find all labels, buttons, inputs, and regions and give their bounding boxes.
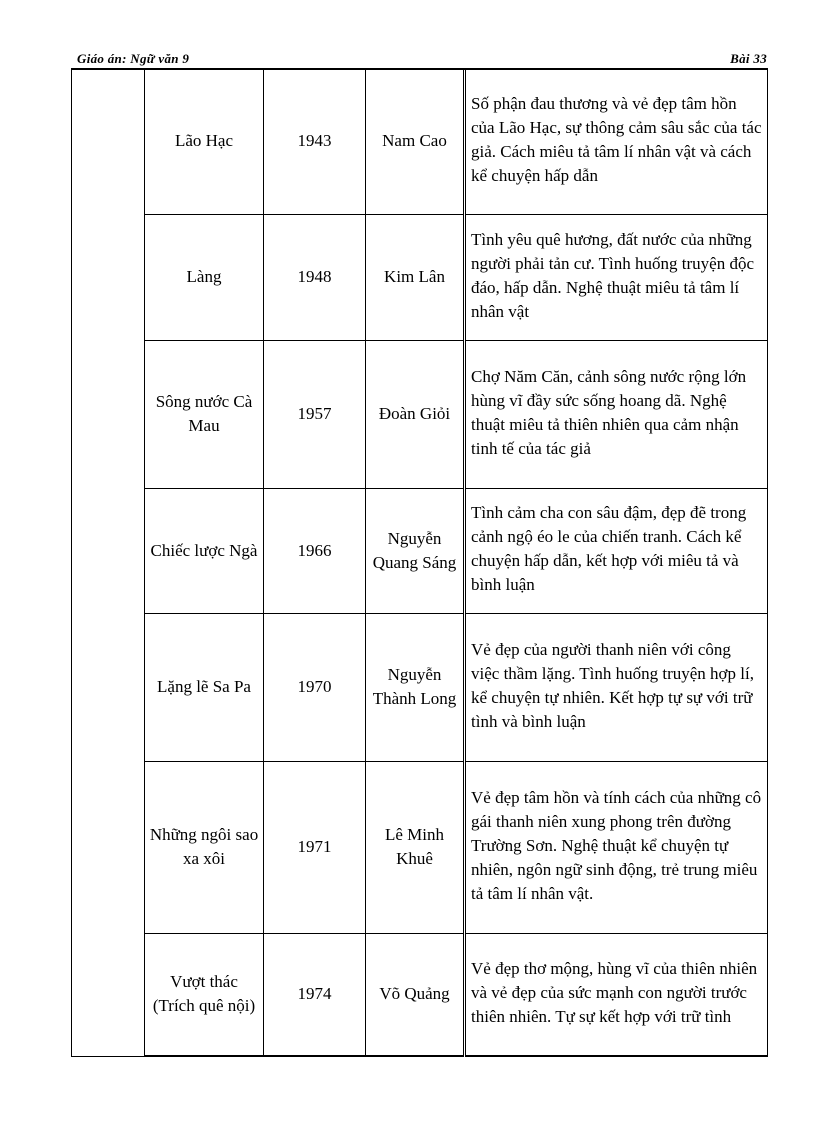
work-content-text: Vẻ đẹp của người thanh niên với công việc thầm lặng. Tình huống truyện hợp lí, kể chuyện tự nhiên. Kết hợp tự sự với trữ tình và bình luận (471, 639, 754, 731)
work-content-text: Số phận đau thương và vẻ đẹp tâm hồn của Lão Hạc, sự thông cảm sâu sắc của tác giả. Cách miêu tả tâm lí nhân vật và cách kể chuyện hấp dẫn (471, 93, 762, 185)
work-author: Nguyễn Quang Sáng (366, 488, 465, 613)
work-author: Võ Quảng (366, 933, 465, 1056)
page-header (77, 51, 767, 69)
work-title: Vượt thác (Trích quê nội) (145, 933, 264, 1056)
work-content (465, 488, 768, 613)
work-author: Kim Lân (366, 214, 465, 340)
works-table (71, 69, 768, 1057)
work-content-text: Vẻ đẹp tâm hồn và tính cách của những cô gái thanh niên xung phong trên đường Trường Sơn. Nghệ thuật kể chuyện tự nhiên, ngôn ngữ sinh động, trẻ trung miêu tả tâm lí nhân vật. (471, 787, 762, 903)
work-title: Lặng lẽ Sa Pa (145, 613, 264, 761)
work-author: Đoàn Giỏi (366, 340, 465, 488)
work-content-text: Tình cảm cha con sâu đậm, đẹp đẽ trong cảnh ngộ éo le của chiến tranh. Cách kể chuyện hấp dẫn, kết hợp với miêu tả và bình luận (471, 503, 747, 594)
empty-index-column (72, 69, 145, 1056)
work-year: 1974 (264, 933, 366, 1056)
table-row (72, 340, 768, 488)
work-content (465, 613, 768, 761)
work-author: Lê Minh Khuê (366, 761, 465, 933)
work-year: 1943 (264, 69, 366, 214)
work-year: 1966 (264, 488, 366, 613)
table-row (72, 214, 768, 340)
header-lesson-number: Bài 33 (730, 51, 767, 66)
work-title: Làng (145, 214, 264, 340)
work-year: 1957 (264, 340, 366, 488)
work-author: Nam Cao (366, 69, 465, 214)
table-row (72, 69, 768, 214)
table-row (72, 488, 768, 613)
work-content (465, 340, 768, 488)
work-title: Những ngôi sao xa xôi (145, 761, 264, 933)
work-title: Lão Hạc (145, 69, 264, 214)
work-content (465, 214, 768, 340)
work-content (465, 933, 768, 1056)
header-course-title: Giáo án: Ngữ văn 9 (77, 51, 190, 66)
work-content-text: Chợ Năm Căn, cảnh sông nước rộng lớn hùng vĩ đầy sức sống hoang dã. Nghệ thuật miêu tả thiên nhiên qua cảm nhận tinh tế của tác giả (471, 366, 747, 458)
work-title: Sông nước Cà Mau (145, 340, 264, 488)
work-content-text: Vẻ đẹp thơ mộng, hùng vĩ của thiên nhiên và vẻ đẹp của sức mạnh con người trước thiên nhiên. Tự sự kết hợp với trữ tình (471, 958, 758, 1026)
work-content (465, 761, 768, 933)
table-row (72, 933, 768, 1056)
work-author: Nguyễn Thành Long (366, 613, 465, 761)
table-row (72, 613, 768, 761)
work-year: 1970 (264, 613, 366, 761)
work-content-text: Tình yêu quê hương, đất nước của những người phải tản cư. Tình huống truyện độc đáo, hấp dẫn. Nghệ thuật miêu tả tâm lí nhân vật (471, 229, 754, 321)
work-content (465, 69, 768, 214)
work-year: 1971 (264, 761, 366, 933)
table-row (72, 761, 768, 933)
work-year: 1948 (264, 214, 366, 340)
work-title: Chiếc lược Ngà (145, 488, 264, 613)
